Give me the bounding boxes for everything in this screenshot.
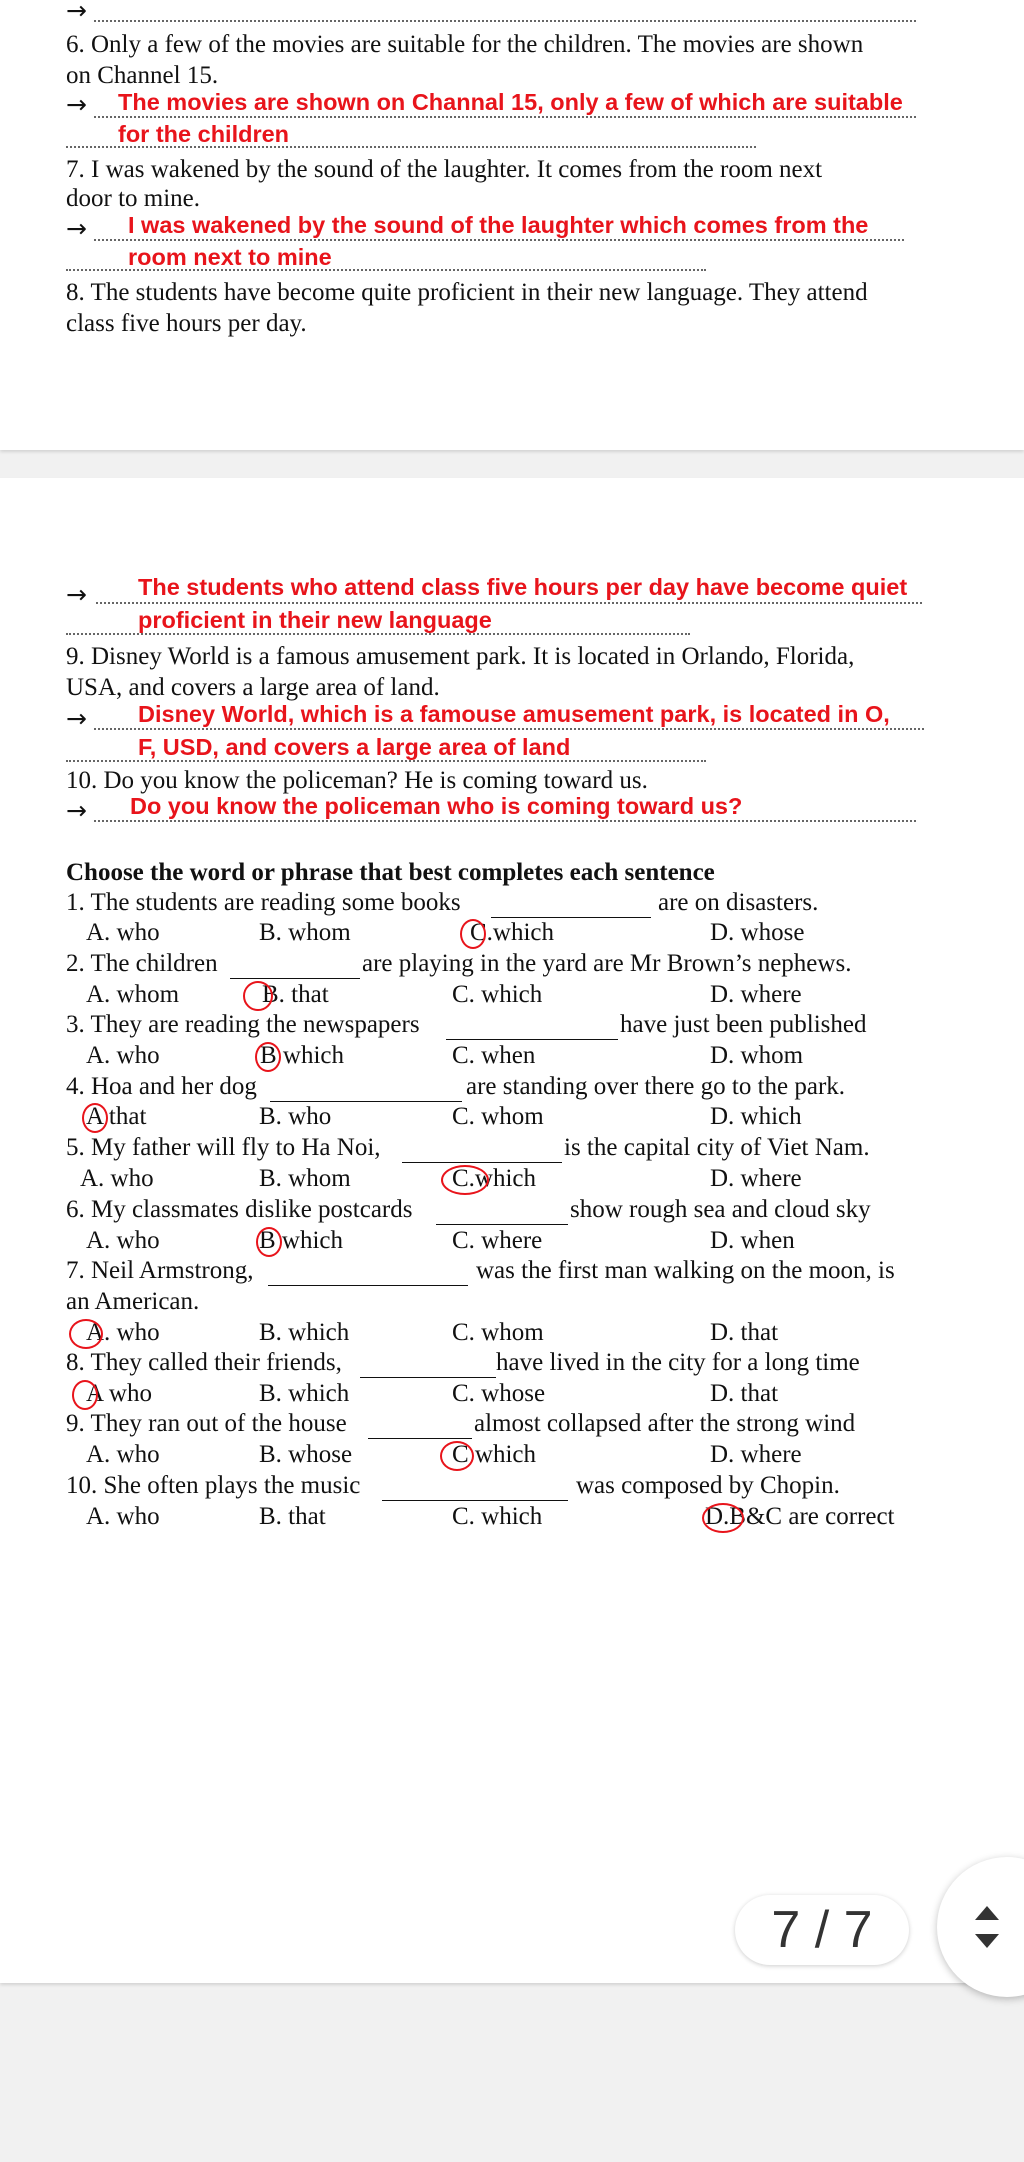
mc-1-option-c: C.which [470, 919, 555, 946]
answer-circle-mark [72, 1380, 98, 1410]
mc-5-option-b: B. whom [259, 1165, 351, 1192]
question-8-line-2: class five hours per day. [66, 310, 307, 337]
answer-blank [402, 1162, 562, 1163]
scroll-arrows-icon [937, 1857, 1024, 1997]
dotted-answer-line [94, 239, 904, 241]
mc-6-option-c: C. where [452, 1227, 543, 1254]
dotted-answer-line [96, 602, 922, 604]
question-6-line-1: 6. Only a few of the movies are suitable for the children. The movies are shown [66, 31, 864, 58]
answer-blank [446, 1039, 618, 1040]
mc-4-option-b: B. who [259, 1103, 332, 1130]
answer-7-line-2: room next to mine [128, 244, 332, 270]
document-page-6 [0, 0, 1024, 450]
answer-circle-mark [441, 1165, 489, 1195]
mc-2-stem-start: 2. The children [66, 950, 218, 977]
answer-circle-mark [69, 1319, 103, 1349]
mc-6-option-a: A. who [86, 1227, 160, 1254]
mc-10-option-b: B. that [259, 1503, 326, 1530]
mc-7-option-c: C. whom [452, 1319, 544, 1346]
mc-4-option-d: D. which [710, 1103, 802, 1130]
mc-5-option-d: D. where [710, 1165, 802, 1192]
mc-4-option-a: A that [86, 1103, 147, 1130]
caret-down-icon [975, 1934, 999, 1948]
question-7-line-2: door to mine. [66, 185, 201, 212]
mc-10-stem-end: was composed by Chopin. [576, 1472, 840, 1499]
dotted-answer-line [66, 760, 706, 762]
answer-blank [360, 1377, 496, 1378]
mc-7-stem-start: 7. Neil Armstrong, [66, 1257, 254, 1284]
arrow-icon: → [66, 0, 87, 25]
arrow-icon: → [66, 214, 87, 243]
mc-7-option-a: A. who [86, 1319, 160, 1346]
answer-circle-mark [255, 1042, 281, 1072]
mc-8-stem-end: have lived in the city for a long time [496, 1349, 860, 1376]
arrow-icon: → [66, 704, 87, 733]
dotted-answer-line [66, 269, 706, 271]
mc-9-stem-start: 9. They ran out of the house [66, 1410, 347, 1437]
mc-1-stem-end: are on disasters. [658, 889, 819, 916]
mc-3-option-a: A. who [86, 1042, 160, 1069]
mc-5-stem-end: is the capital city of Viet Nam. [564, 1134, 870, 1161]
mc-3-option-b: B which [260, 1042, 345, 1069]
mc-2-option-d: D. where [710, 981, 802, 1008]
mc-2-option-c: C. which [452, 981, 543, 1008]
mc-9-stem-end: almost collapsed after the strong wind [474, 1410, 856, 1437]
mc-5-option-c: C.which [452, 1165, 537, 1192]
question-10-line: 10. Do you know the policeman? He is coming toward us. [66, 767, 648, 794]
mc-5-option-a: A. who [80, 1165, 154, 1192]
answer-9-line-1: Disney World, which is a famouse amusement park, is located in O, [138, 701, 890, 727]
answer-blank [436, 1224, 568, 1225]
mc-1-option-a: A. who [86, 919, 160, 946]
mc-4-stem-end: are standing over there go to the park. [466, 1073, 846, 1100]
dotted-answer-line [94, 728, 924, 730]
answer-blank [268, 1285, 468, 1286]
mc-8-option-b: B. which [259, 1380, 350, 1407]
mc-8-stem-start: 8. They called their friends, [66, 1349, 342, 1376]
mc-9-option-b: B. whose [259, 1441, 353, 1468]
question-6-line-2: on Channel 15. [66, 62, 219, 89]
mc-7-option-d: D. that [710, 1319, 779, 1346]
mc-6-stem-end: show rough sea and cloud sky [570, 1196, 871, 1223]
arrow-icon: → [66, 580, 87, 609]
question-9-line-2: USA, and covers a large area of land. [66, 674, 440, 701]
dotted-answer-line [94, 116, 916, 118]
answer-10: Do you know the policeman who is coming toward us? [130, 793, 743, 819]
mc-10-stem-start: 10. She often plays the music [66, 1472, 361, 1499]
question-7-line-1: 7. I was wakened by the sound of the laughter. It comes from the room next [66, 156, 823, 183]
question-8-line-1: 8. The students have become quite proficient in their new language. They attend [66, 279, 868, 306]
arrow-icon: → [66, 90, 87, 119]
mc-7-option-b: B. which [259, 1319, 350, 1346]
dotted-answer-line [66, 633, 690, 635]
mc-10-option-d: D.B&C are correct [705, 1503, 895, 1530]
mc-3-option-d: D. whom [710, 1042, 804, 1069]
answer-8-line-1: The students who attend class five hours per day have become quiet [138, 574, 908, 600]
mc-3-stem-end: have just been published [620, 1011, 867, 1038]
fast-scroll-handle[interactable] [937, 1857, 1024, 1997]
dotted-answer-line [94, 820, 916, 822]
document-page-7 [0, 478, 1024, 1983]
answer-6-line-1: The movies are shown on Channal 15, only a few of which are suitable [118, 89, 903, 115]
question-9-line-1: 9. Disney World is a famous amusement park. It is located in Orlando, Florida, [66, 643, 855, 670]
dotted-answer-line [66, 146, 756, 148]
mc-6-option-d: D. when [710, 1227, 795, 1254]
mc-2-stem-end: are playing in the yard are Mr Brown’s nephews. [362, 950, 852, 977]
mc-8-option-c: C. whose [452, 1380, 546, 1407]
mc-1-option-d: D. whose [710, 919, 805, 946]
arrow-icon: → [66, 796, 87, 825]
mc-3-stem-start: 3. They are reading the newspapers [66, 1011, 420, 1038]
mc-1-stem-start: 1. The students are reading some books [66, 889, 461, 916]
mc-4-option-c: C. whom [452, 1103, 544, 1130]
mc-3-option-c: C. when [452, 1042, 536, 1069]
mc-5-stem-start: 5. My father will fly to Ha Noi, [66, 1134, 381, 1161]
mc-10-option-a: A. who [86, 1503, 160, 1530]
answer-blank [382, 1500, 568, 1501]
answer-circle-mark [440, 1441, 474, 1471]
page-indicator: 7 / 7 [735, 1895, 909, 1965]
mc-2-option-a: A. whom [86, 981, 180, 1008]
mc-6-stem-start: 6. My classmates dislike postcards [66, 1196, 413, 1223]
mc-1-option-b: B. whom [259, 919, 351, 946]
mc-9-option-c: C which [452, 1441, 537, 1468]
answer-circle-mark [460, 919, 486, 949]
answer-circle-mark [702, 1503, 744, 1533]
mc-10-option-c: C. which [452, 1503, 543, 1530]
answer-8-line-2: proficient in their new language [138, 607, 492, 633]
answer-6-line-2: for the children [118, 121, 290, 147]
answer-9-line-2: F, USD, and covers a large area of land [138, 734, 571, 760]
mc-6-option-b: B which [259, 1227, 344, 1254]
mc-2-option-b: B. that [262, 981, 329, 1008]
mc-9-option-d: D. where [710, 1441, 802, 1468]
answer-circle-mark [82, 1103, 108, 1133]
mc-4-stem-start: 4. Hoa and her dog [66, 1073, 257, 1100]
mc-8-option-d: D. that [710, 1380, 779, 1407]
answer-blank [368, 1438, 472, 1439]
caret-up-icon [975, 1906, 999, 1920]
dotted-answer-line [94, 20, 916, 22]
answer-blank [230, 978, 360, 979]
mc-9-option-a: A. who [86, 1441, 160, 1468]
mc-7-stem-continuation: an American. [66, 1288, 200, 1315]
section-title: Choose the word or phrase that best completes each sentence [66, 859, 715, 886]
mc-8-option-a: A who [86, 1380, 152, 1407]
answer-7-line-1: I was wakened by the sound of the laughter which comes from the [128, 212, 869, 238]
answer-circle-mark [243, 981, 273, 1011]
mc-7-stem-end: was the first man walking on the moon, is [476, 1257, 895, 1284]
answer-circle-mark [256, 1227, 282, 1257]
